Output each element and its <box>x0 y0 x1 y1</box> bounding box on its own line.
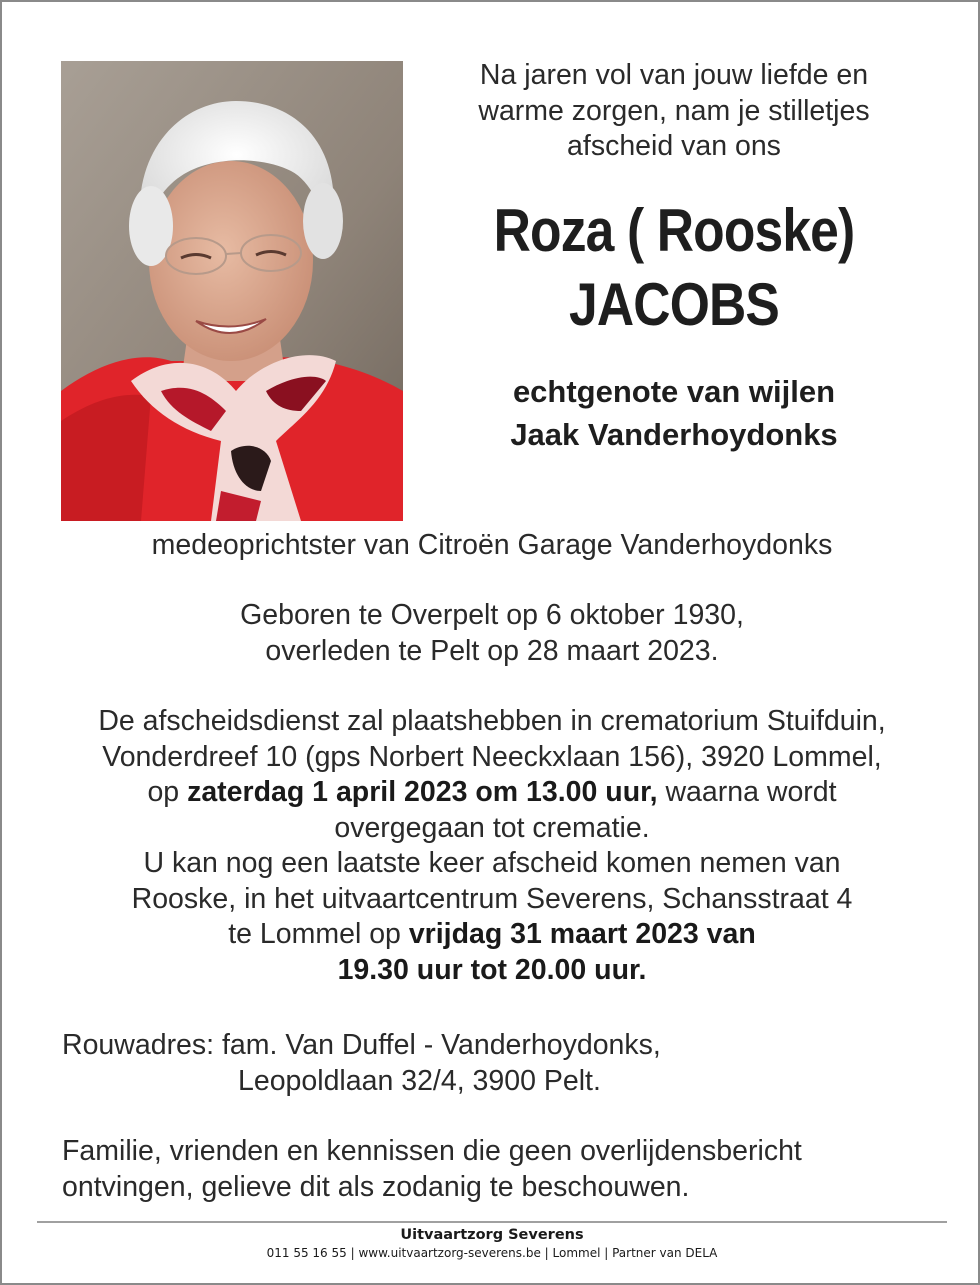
notice-line: Familie, vrienden en kennissen die geen overlijdensbericht <box>62 1135 802 1167</box>
portrait-photo <box>61 61 403 521</box>
service-text: op <box>147 776 188 808</box>
cofounder-line <box>42 528 942 564</box>
funeral-home-name: Uitvaartzorg Severens <box>400 1227 584 1243</box>
visitation-line <box>42 917 942 953</box>
service-line <box>42 775 942 811</box>
death-line: overleden te Pelt op 28 maart 2023. <box>265 634 719 667</box>
address-line: Leopoldlaan 32/4, 3900 Pelt. <box>238 1064 601 1097</box>
spouse-info <box>422 370 926 456</box>
spouse-name: Jaak Vanderhoydonks <box>510 417 838 452</box>
service-line: overgegaan tot crematie. <box>334 811 650 844</box>
visitation-line: U kan nog een laatste keer afscheid komen nemen van <box>143 847 841 879</box>
footer-divider <box>37 1221 947 1223</box>
deceased-first-name: Roza ( Rooske) <box>493 197 855 264</box>
cofounder-text: medeoprichtster van Citroën Garage Vanderhoydonks <box>151 529 833 561</box>
visitation-time: 19.30 uur tot 20.00 uur. <box>337 953 647 986</box>
notice-text <box>62 1134 942 1205</box>
service-info <box>42 704 942 988</box>
mourning-address <box>62 1028 942 1099</box>
deceased-last-name: JACOBS <box>569 271 779 338</box>
address-line: Rouwadres: fam. Van Duffel - Vanderhoydonks, <box>62 1029 661 1061</box>
visitation-date: vrijdag 31 maart 2023 van <box>408 918 756 950</box>
birth-death-info <box>42 598 942 669</box>
visitation-line <box>42 953 942 989</box>
funeral-home-contact: 011 55 16 55 | www.uitvaartzorg-severens.be | Lommel | Partner van DELA <box>266 1246 718 1260</box>
service-date: zaterdag 1 april 2023 om 13.00 uur, <box>187 776 658 808</box>
service-line: Vonderdreef 10 (gps Norbert Neeckxlaan 156), 3920 Lommel, <box>102 740 882 773</box>
intro-line: Na jaren vol van jouw liefde en <box>479 59 869 91</box>
intro-verse <box>422 58 926 165</box>
spouse-relation: echtgenote van wijlen <box>512 374 836 409</box>
notice-line: ontvingen, gelieve dit als zodanig te beschouwen. <box>62 1170 690 1203</box>
deceased-name <box>457 194 890 342</box>
visitation-text: te Lommel op <box>228 918 409 950</box>
birth-line: Geboren te Overpelt op 6 oktober 1930, <box>240 599 744 631</box>
visitation-line: Rooske, in het uitvaartcentrum Severens, Schansstraat 4 <box>131 882 853 915</box>
service-text: waarna wordt <box>657 776 837 808</box>
intro-line: warme zorgen, nam je stilletjes <box>478 94 870 127</box>
service-line: De afscheidsdienst zal plaatshebben in crematorium Stuifduin, <box>98 705 886 737</box>
intro-line: afscheid van ons <box>567 130 781 162</box>
